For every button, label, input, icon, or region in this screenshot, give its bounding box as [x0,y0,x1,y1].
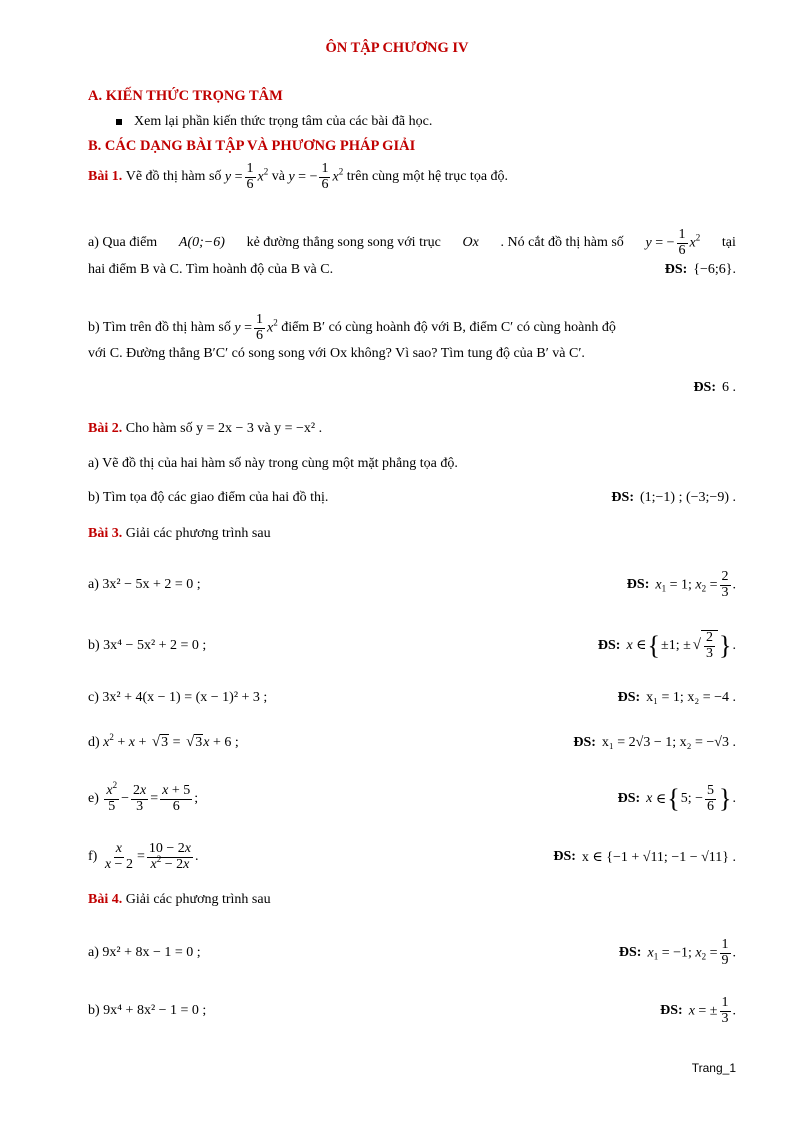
bai2-a: a) Vẽ đồ thị của hai hàm số này trong cùng một mặt phẳng tọa độ. [88,456,458,471]
bai3-e-equation: $\frac{x^2}{5}$ − $\frac{2x}{3}$ = $\frac{x + 5}{6}$ ; [106,780,199,814]
bai3-f-answer: ĐS: x ∈ {−1 + √11; −1 − √11} . [553,849,736,865]
square-bullet-icon [116,119,122,125]
bai3-c: c) 3x² + 4(x − 1) = (x − 1)² + 3 ; ĐS: x₁ = 1; x₂ = −4 . [88,690,736,705]
bai2-b-answer: ĐS: (1;−1) ; (−3;−9) . [611,490,736,505]
bai3-d-equation: $x^2 + x + √3 = √3x + 6$ ; [103,732,239,750]
bai4-b-answer: ĐS: x = ± $\frac{1}{3}$ . [660,995,736,1026]
bai3-a-answer-formula: $x_1 = 1$; $x_2$ = $\frac{2}{3}$ . [655,569,736,600]
formula-y-1-6-x2-b: y = $\frac{1}{6}$ $x^2$ [234,312,278,343]
bai3-statement: Bài 3. Giải các phương trình sau [88,526,271,541]
bai3-e-answer: ĐS: x ∈ { 5; − $\frac{5}{6}$ } . [617,783,736,814]
bai4-b-answer-formula: x = ± $\frac{1}{3}$ . [688,995,736,1026]
page-footer: Trang_1 [691,1061,736,1075]
bai3-d: d) $x^2 + x + √3 = √3x + 6$ ; ĐS: x₁ = 2√3 − 1; x₂ = −√3 . [88,732,736,750]
bai3-f-equation: $\frac{x}{x - 2}$ = $\frac{10 - 2x}{x^2 - 2x}$ . [104,841,199,872]
formula-y-1-6-x2: y = $\frac{1}{6}$ $x^2$ [224,161,269,192]
section-b-heading: B. CÁC DẠNG BÀI TẬP VÀ PHƯƠNG PHÁP GIẢI [88,138,416,154]
bai3-f: f) $\frac{x}{x - 2}$ = $\frac{10 - 2x}{x^2 - 2x}$ . ĐS: x ∈ {−1 + √11; −1 − √11} . [88,841,736,872]
bai1-b-line1: b) Tìm trên đồ thị hàm số y = $\frac{1}{6}$ $x^2$ điểm B′ có cùng hoành độ với B, điểm C′ có cùng hoành độ [88,312,616,343]
bai4-a: a) 9x² + 8x − 1 = 0 ; ĐS: $x_1 = -1$; $x_2$ = $\frac{1}{9}$ . [88,937,736,968]
page-title: ÔN TẬP CHƯƠNG IV [325,40,469,56]
bai1-a-line1: a) Qua điểm A(0;−6) kẻ đường thẳng song song với trục Ox . Nó cắt đồ thị hàm số y = − $\frac{1}{6}$ $x^2$ tại [88,227,736,258]
bai3-e: e) $\frac{x^2}{5}$ − $\frac{2x}{3}$ = $\frac{x + 5}{6}$ ; ĐS: x ∈ { 5; − $\frac{5}{6}$ } . [88,780,736,814]
bai1-statement: Bài 1. Vẽ đồ thị hàm số y = $\frac{1}{6}$ $x^2$ và y = − $\frac{1}{6}$ $x^2$ trên cùng một hệ trục tọa độ. [88,161,509,192]
bai2-statement: Bài 2. Cho hàm số y = 2x − 3 và y = −x² . [88,421,323,436]
bai3-b-answer-formula: x ∈ { ±1; ± √ $\frac{2}{3}$ } . [626,630,736,661]
bai3-b-answer: ĐS: x ∈ { ±1; ± √ $\frac{2}{3}$ } . [597,630,736,661]
bai3-e-answer-formula: x ∈ { 5; − $\frac{5}{6}$ } . [646,783,736,814]
section-a-heading: A. KIẾN THỨC TRỌNG TÂM [88,88,283,104]
bai1-b-answer: ĐS: 6 . [693,380,736,395]
bai4-a-answer-formula: $x_1 = -1$; $x_2$ = $\frac{1}{9}$ . [647,937,736,968]
bai3-b: b) 3x⁴ − 5x² + 2 = 0 ; ĐS: x ∈ { ±1; ± √ $\frac{2}{3}$ } . [88,630,736,661]
formula-y-neg-1-6-x2: y = − $\frac{1}{6}$ $x^2$ [288,161,344,192]
bai3-d-answer: ĐS: x₁ = 2√3 − 1; x₂ = −√3 . [573,734,736,750]
bai4-statement: Bài 4. Giải các phương trình sau [88,892,271,907]
formula-y-neg-1-6-x2-b: y = − $\frac{1}{6}$ $x^2$ [645,227,701,258]
bai3-a-answer: ĐS: $x_1 = 1$; $x_2$ = $\frac{2}{3}$ . [626,569,736,600]
bai2-b: b) Tìm tọa độ các giao điểm của hai đồ thị. ĐS: (1;−1) ; (−3;−9) . [88,490,736,505]
bai3-c-answer: ĐS: x₁ = 1; x₂ = −4 . [617,690,736,705]
bai1-b-line2: với C. Đường thẳng B′C′ có song song với Ox không? Vì sao? Tìm tung độ của B′ và C′. [88,346,585,361]
section-a-bullet: Xem lại phần kiến thức trọng tâm của các bài đã học. [88,114,736,130]
bai3-a: a) 3x² − 5x + 2 = 0 ; ĐS: $x_1 = 1$; $x_2$ = $\frac{2}{3}$ . [88,569,736,600]
bai1-a-answer: ĐS: {−6;6}. [664,262,736,277]
bai1-a-line2: hai điểm B và C. Tìm hoành độ của B và C. ĐS: {−6;6}. [88,262,736,277]
bai4-b: b) 9x⁴ + 8x² − 1 = 0 ; ĐS: x = ± $\frac{1}{3}$ . [88,995,736,1026]
bai1-b-answer-line [88,380,736,396]
bai4-a-answer: ĐS: $x_1 = -1$; $x_2$ = $\frac{1}{9}$ . [618,937,736,968]
